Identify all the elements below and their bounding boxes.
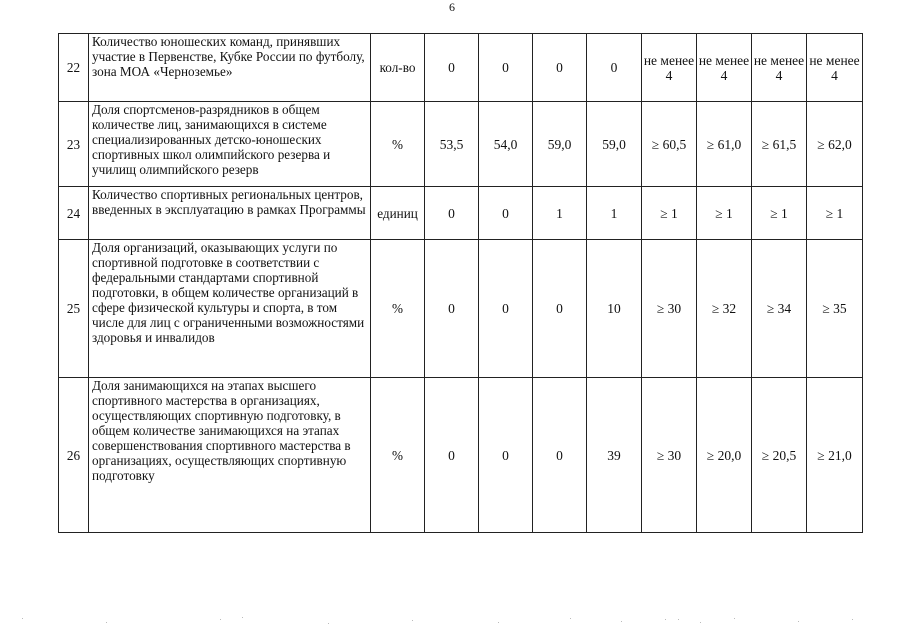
- value-cell: 10: [587, 240, 642, 378]
- value-cell: 0: [425, 378, 479, 533]
- table-row: [59, 378, 863, 533]
- value-cell: не менее 4: [642, 34, 697, 102]
- unit-cell: единиц: [371, 187, 425, 240]
- value-cell: 0: [587, 34, 642, 102]
- value-cell: ≥ 20,0: [697, 378, 752, 533]
- unit-cell: кол-во: [371, 34, 425, 102]
- value-cell: не менее 4: [752, 34, 807, 102]
- unit-cell: %: [371, 240, 425, 378]
- value-cell: 1: [587, 187, 642, 240]
- table-row: [59, 187, 863, 240]
- value-cell: 0: [533, 240, 587, 378]
- indicators-table: [58, 33, 863, 533]
- unit-cell: %: [371, 378, 425, 533]
- value-cell: 0: [479, 378, 533, 533]
- value-cell: ≥ 61,0: [697, 102, 752, 187]
- indicator-description: Количество спортивных региональных центров, введенных в эксплуатацию в рамках Программы: [89, 187, 371, 240]
- value-cell: 0: [425, 34, 479, 102]
- value-cell: ≥ 21,0: [807, 378, 863, 533]
- value-cell: ≥ 32: [697, 240, 752, 378]
- value-cell: 0: [533, 378, 587, 533]
- value-cell: 0: [425, 187, 479, 240]
- value-cell: ≥ 1: [697, 187, 752, 240]
- value-cell: 59,0: [533, 102, 587, 187]
- value-cell: 53,5: [425, 102, 479, 187]
- indicator-description: Доля спортсменов-разрядников в общем количестве лиц, занимающихся в системе специализированных детско-юношеских спортивных школ олимпийского резерва и училищ олимпийского резерв: [89, 102, 371, 187]
- value-cell: ≥ 1: [807, 187, 863, 240]
- value-cell: ≥ 61,5: [752, 102, 807, 187]
- row-number: 25: [59, 240, 89, 378]
- page-number: 6: [449, 0, 455, 14]
- table-row: [59, 102, 863, 187]
- value-cell: ≥ 35: [807, 240, 863, 378]
- indicator-description: Доля занимающихся на этапах высшего спортивного мастерства в организациях, осуществляющих спортивную подготовку, в общем количестве занимающихся на этапах совершенствования спортивного мастерства в организациях, осуществляющих спортивную подготовку: [89, 378, 371, 533]
- scan-noise: [10, 616, 895, 630]
- value-cell: ≥ 62,0: [807, 102, 863, 187]
- value-cell: 54,0: [479, 102, 533, 187]
- unit-cell: %: [371, 102, 425, 187]
- indicator-description: Количество юношеских команд, принявших участие в Первенстве, Кубке России по футболу, зона МОА «Черноземье»: [89, 34, 371, 102]
- table-row: [59, 34, 863, 102]
- value-cell: 0: [479, 240, 533, 378]
- row-number: 24: [59, 187, 89, 240]
- row-number: 22: [59, 34, 89, 102]
- value-cell: ≥ 1: [752, 187, 807, 240]
- value-cell: 0: [533, 34, 587, 102]
- row-number: 23: [59, 102, 89, 187]
- value-cell: 1: [533, 187, 587, 240]
- value-cell: 59,0: [587, 102, 642, 187]
- value-cell: ≥ 30: [642, 378, 697, 533]
- value-cell: ≥ 1: [642, 187, 697, 240]
- value-cell: ≥ 34: [752, 240, 807, 378]
- value-cell: 39: [587, 378, 642, 533]
- row-number: 26: [59, 378, 89, 533]
- value-cell: ≥ 20,5: [752, 378, 807, 533]
- value-cell: не менее 4: [697, 34, 752, 102]
- value-cell: не менее 4: [807, 34, 863, 102]
- value-cell: 0: [425, 240, 479, 378]
- value-cell: 0: [479, 34, 533, 102]
- indicator-description: Доля организаций, оказывающих услуги по спортивной подготовке в соответствии с федеральными стандартами спортивной подготовки, в общем количестве организаций в сфере физической культуры и спорта, в том числе для лиц с ограниченными возможностями здоровья и инвалидов: [89, 240, 371, 378]
- value-cell: ≥ 60,5: [642, 102, 697, 187]
- value-cell: 0: [479, 187, 533, 240]
- value-cell: ≥ 30: [642, 240, 697, 378]
- table-row: [59, 240, 863, 378]
